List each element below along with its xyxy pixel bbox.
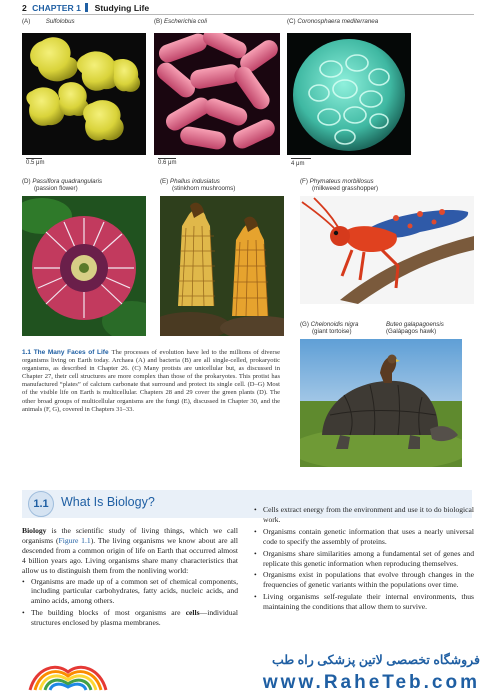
scale-label-c: 4 μm xyxy=(291,161,305,167)
photo-coronosphaera xyxy=(287,33,411,155)
panel-g-caption-2: Buteo galapagoensis (Galápagos hawk) xyxy=(386,321,444,336)
panel-f-caption: (F) Phymateus morbillosus (milkweed grasshopper) xyxy=(300,178,379,193)
list-item: • Living organisms self-regulate their internal environments, thus maintaining the conditions that allow them to survive. xyxy=(254,592,474,612)
figure-reference-link[interactable]: Figure 1.1 xyxy=(58,535,91,545)
figure-caption-title: 1.1 The Many Faces of Life xyxy=(22,349,109,356)
figure-caption-body: The processes of evolution have led to the millions of diverse organisms living on Earth today. Archaea (A) and bacteria (B) are all single-celled, prokaryotic organisms, as described in Chapter 26. (C) Many protists are unicellular but, as discussed in Chapter 27, their cell structures are more complex than those of the prokaryotes. This protist has manufactured “plates” of calcium carbonate that surround and protect its single cell. (D–G) Most of the visible life on Earth is multicellular. Chapters 28 and 29 cover the green plants (D). The other broad groups of multicellular organisms are the fungi (E), discussed in Chapter 30, and the animals (F, G), covered in Chapters 31–33. xyxy=(22,349,280,413)
list-item: • Organisms share similarities among a fundamental set of genes and replicate this genetic information when reproducing themselves. xyxy=(254,549,474,569)
rainbow-book-logo-icon xyxy=(26,656,110,692)
scale-label-b: 0.6 μm xyxy=(158,160,177,166)
section-number-badge: 1.1 xyxy=(28,491,54,517)
chapter-title: Studying Life xyxy=(94,3,150,13)
list-item: • Organisms contain genetic information that uses a nearly universal code to specify the assembly of proteins. xyxy=(254,527,474,547)
scale-bar-a xyxy=(26,158,42,159)
list-item: • Organisms exist in populations that evolve through changes in the frequencies of genetic variants within the populations over time. xyxy=(254,570,474,590)
scale-label-a: 0.5 μm xyxy=(26,160,45,166)
panel-e-caption: (E) Phallus indusiatus (stinkhorn mushrooms) xyxy=(160,178,236,193)
section-title: What Is Biology? xyxy=(61,495,155,509)
panel-d-caption: (D) Passiflora quadrangularis (passion flower) xyxy=(22,178,103,193)
scale-bar-c xyxy=(291,158,311,159)
header-rule xyxy=(22,14,474,15)
photo-sulfolobus xyxy=(22,33,146,155)
photo-escherichia-coli xyxy=(154,33,280,155)
term-biology: Biology xyxy=(22,526,47,535)
characteristics-list-right xyxy=(254,505,474,612)
term-cells: cells xyxy=(185,608,200,618)
page-number: 2 xyxy=(22,3,27,13)
intro-paragraph: Biology is the scientific study of living things, which we call organisms (Figure 1.1). The living organisms we know about are all descended from a common origin of life on Earth that occurred almost 4 billion years ago. Living organisms share many characteristics that allow us to distinguish them from the nonliving world: xyxy=(22,526,239,575)
panel-b-caption: (B) Escherichia coli xyxy=(154,18,207,25)
photo-milkweed-grasshopper xyxy=(300,196,474,304)
header-divider xyxy=(85,3,88,12)
photo-stinkhorn-mushrooms xyxy=(160,196,284,336)
panel-c-caption: (C) Coronosphaera mediterranea xyxy=(287,18,379,25)
list-item: • Organisms are made up of a common set of chemical components, including particular carbohydrates, fatty acids, nucleic acids, and amino acids, among others. xyxy=(22,577,238,607)
watermark-store-name: فروشگاه تخصصی لاتین پزشکی راه طب xyxy=(271,653,480,667)
figure-caption xyxy=(22,349,280,414)
body-right-column xyxy=(254,505,474,612)
panel-g-caption: (G) Chelonoidis nigra (giant tortoise) xyxy=(300,321,359,336)
characteristics-list-left xyxy=(22,577,238,629)
photo-passion-flower xyxy=(22,196,146,336)
list-item: • Cells extract energy from the environment and use it to do biological work. xyxy=(254,505,474,525)
watermark-url[interactable]: www.RaheTeb.com xyxy=(262,672,480,693)
photo-tortoise-and-hawk xyxy=(300,339,462,467)
body-left-column xyxy=(22,526,238,628)
scale-bar-b xyxy=(158,158,176,159)
list-item: • The building blocks of most organisms are cells—individual structures enclosed by plasma membranes. xyxy=(22,608,238,628)
panel-a-caption: (A) Sulfolobus xyxy=(22,18,75,25)
chapter-label: CHAPTER 1 xyxy=(32,3,81,13)
